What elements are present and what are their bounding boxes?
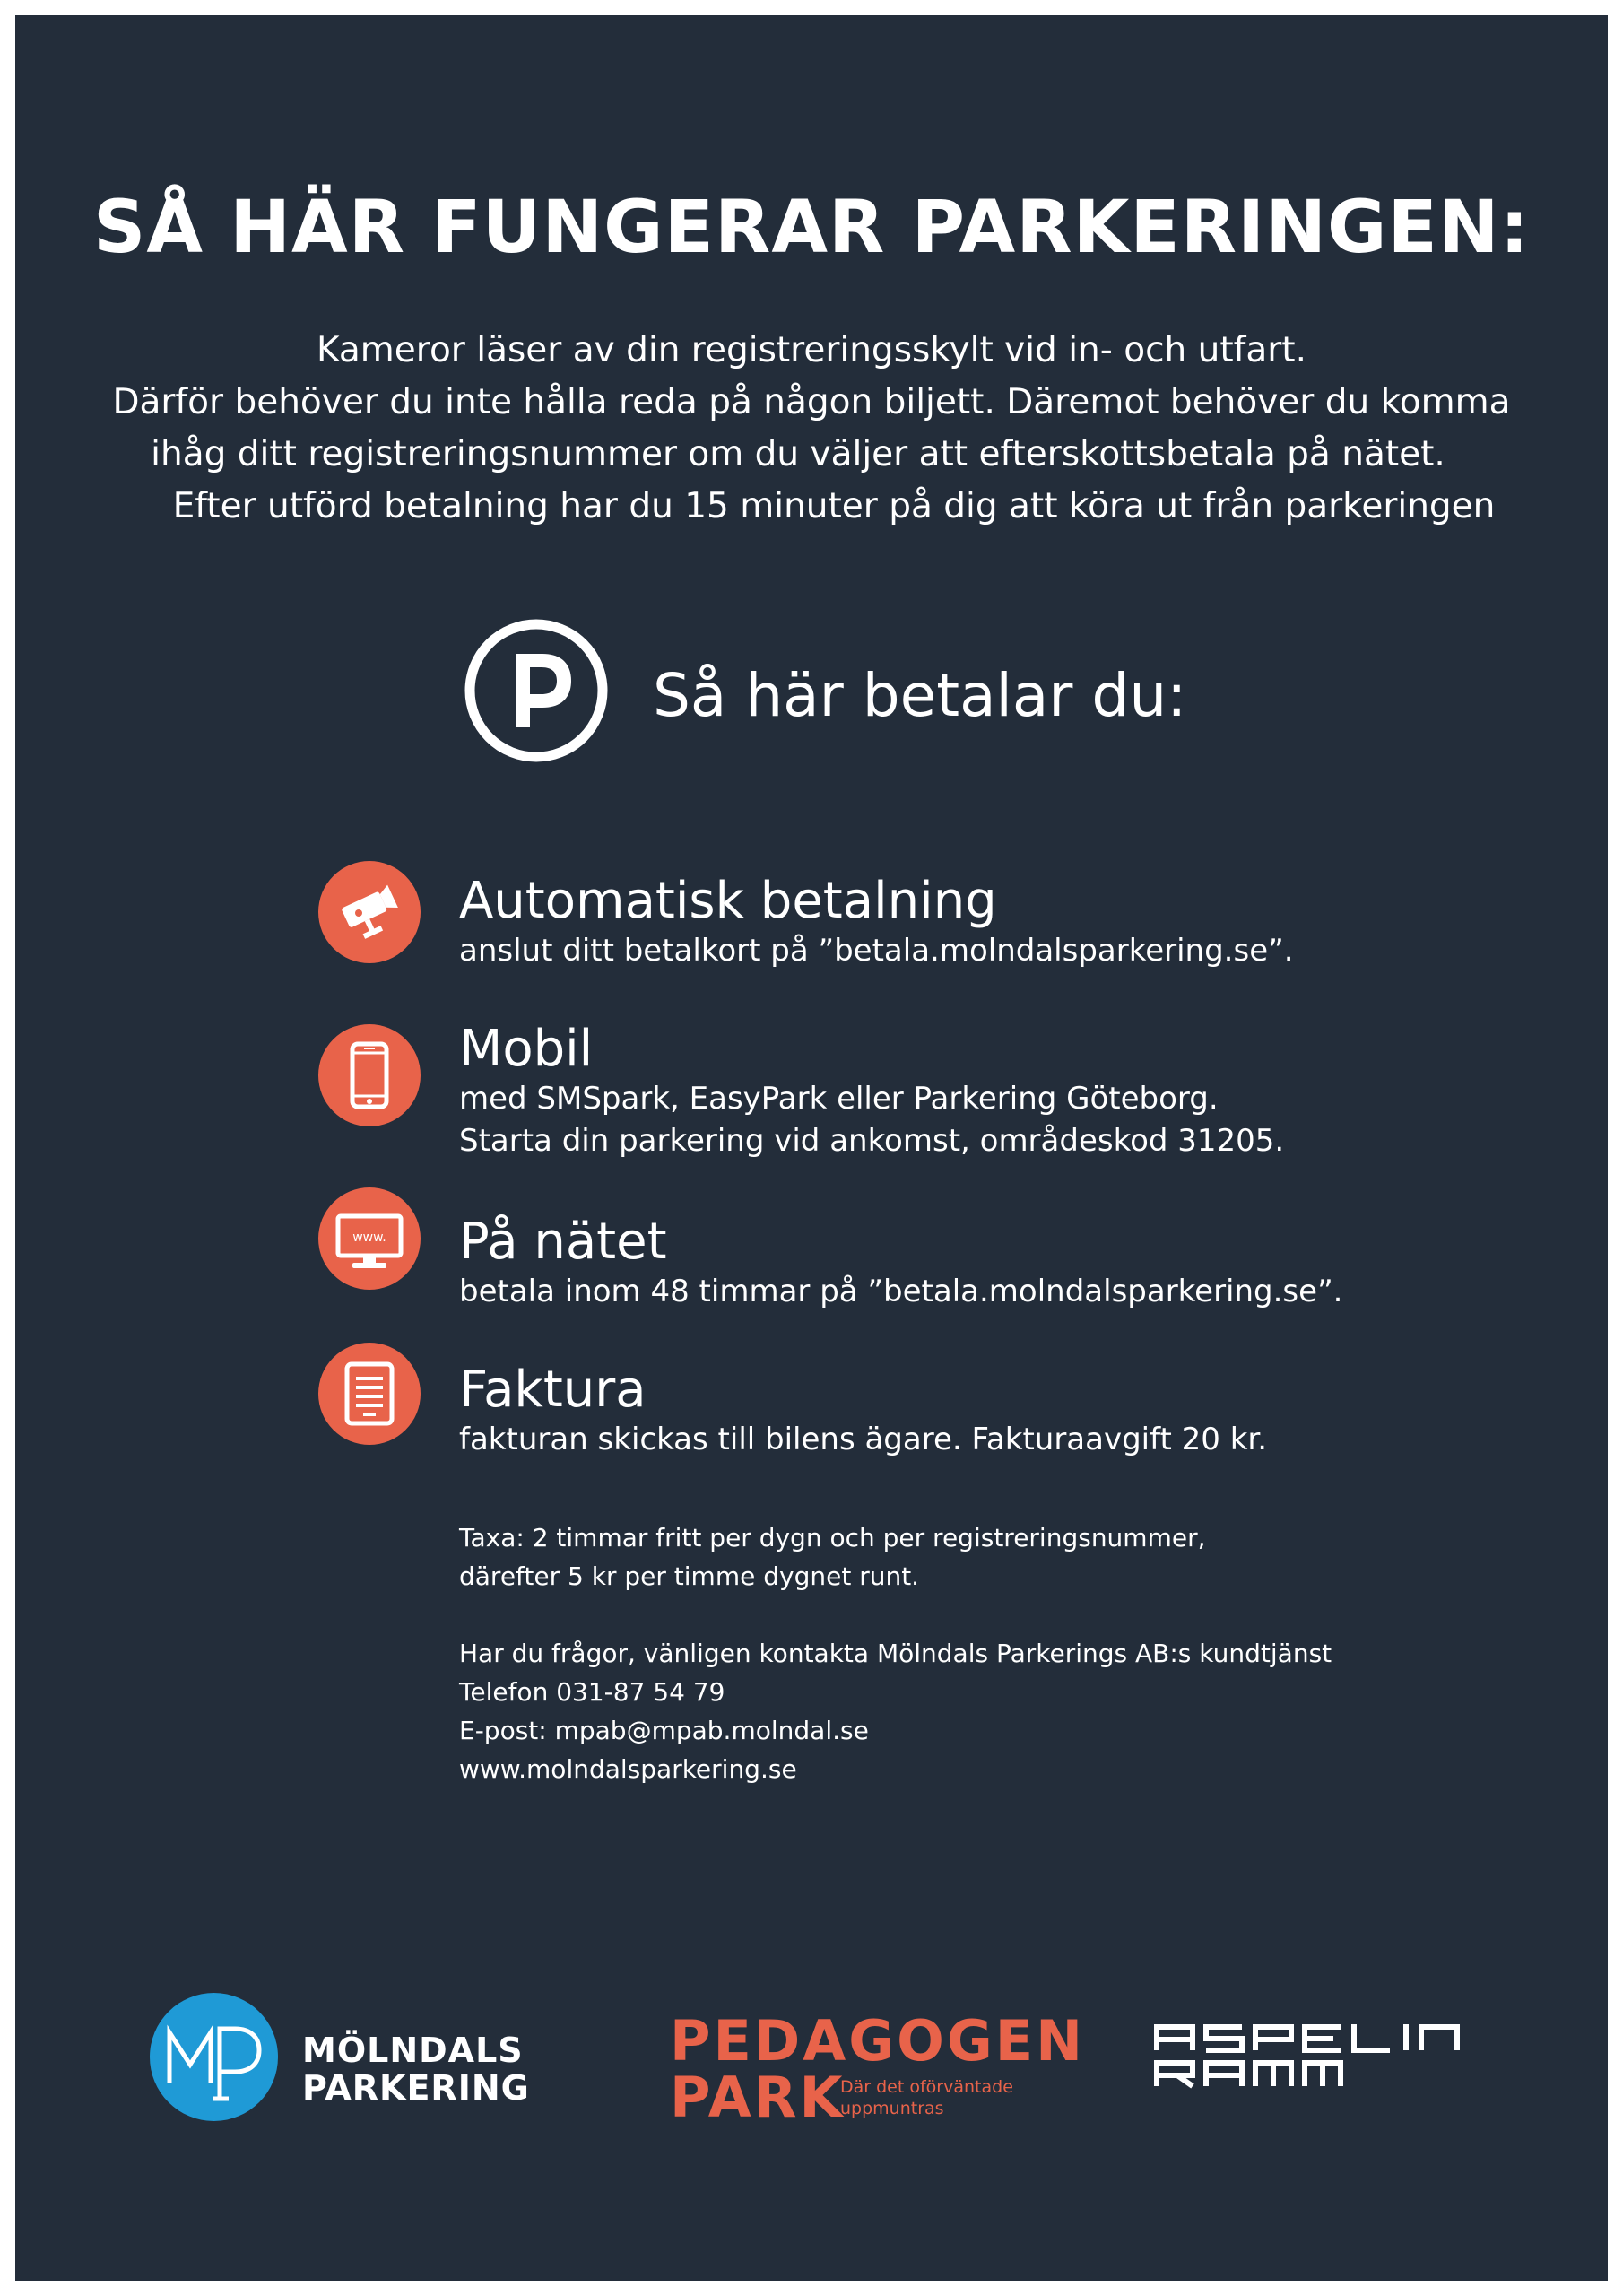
- pedagogen-tagline: Där det oförväntade uppmuntras: [840, 2077, 1013, 2118]
- parking-icon: [464, 618, 609, 763]
- page-title: SÅ HÄR FUNGERAR PARKERINGEN:: [92, 186, 1530, 270]
- option-text: fakturan skickas till bilens ägare. Fakturaavgift 20 kr.: [459, 1422, 1268, 1457]
- contact-phone: Telefon 031-87 54 79: [459, 1677, 725, 1707]
- contact-web: www.molndalsparkering.se: [459, 1754, 797, 1784]
- tariff-line: Taxa: 2 timmar fritt per dygn och per registreringsnummer,: [459, 1523, 1206, 1552]
- pay-header-label: Så här betalar du:: [653, 661, 1187, 730]
- option-title: Mobil: [459, 1020, 594, 1078]
- tariff-line: därefter 5 kr per timme dygnet runt.: [459, 1561, 920, 1591]
- option-text: med SMSpark, EasyPark eller Parkering Göteborg.: [459, 1081, 1219, 1117]
- svg-text:www.: www.: [352, 1231, 386, 1245]
- intro-line: Kameror läser av din registreringsskylt vid in- och utfart.: [317, 330, 1306, 370]
- pedagogen-logo-line2: PARK: [670, 2065, 846, 2130]
- option-text: Starta din parkering vid ankomst, områdeskod 31205.: [459, 1123, 1285, 1159]
- option-title: Automatisk betalning: [459, 872, 997, 930]
- monitor-www-icon: [318, 1187, 421, 1290]
- molndal-logo-text: MÖLNDALS PARKERING: [302, 2031, 530, 2108]
- intro-line: Därför behöver du inte hålla reda på någon biljett. Däremot behöver du komma: [112, 382, 1511, 422]
- contact-line: Har du frågor, vänligen kontakta Mölndals Parkerings AB:s kundtjänst: [459, 1639, 1332, 1668]
- camera-icon: [318, 861, 421, 963]
- option-text: betala inom 48 timmar på ”betala.molndalsparkering.se”.: [459, 1274, 1343, 1309]
- intro-line: Efter utförd betalning har du 15 minuter på dig att köra ut från parkeringen: [172, 486, 1496, 526]
- option-title: Faktura: [459, 1361, 647, 1419]
- mobile-icon: [318, 1024, 421, 1126]
- intro-line: ihåg ditt registreringsnummer om du väljer att efterskottsbetala på nätet.: [151, 434, 1445, 474]
- aspelin-ramm-logo: [1154, 2022, 1486, 2111]
- contact-email: E-post: mpab@mpab.molndal.se: [459, 1716, 869, 1745]
- molndal-logo: [150, 1993, 278, 2121]
- option-title: På nätet: [459, 1213, 667, 1271]
- option-text: anslut ditt betalkort på ”betala.molndalsparkering.se”.: [459, 933, 1294, 969]
- pedagogen-logo-line1: PEDAGOGEN: [670, 2008, 1085, 2074]
- invoice-icon: [318, 1343, 421, 1445]
- poster: [15, 15, 1608, 2281]
